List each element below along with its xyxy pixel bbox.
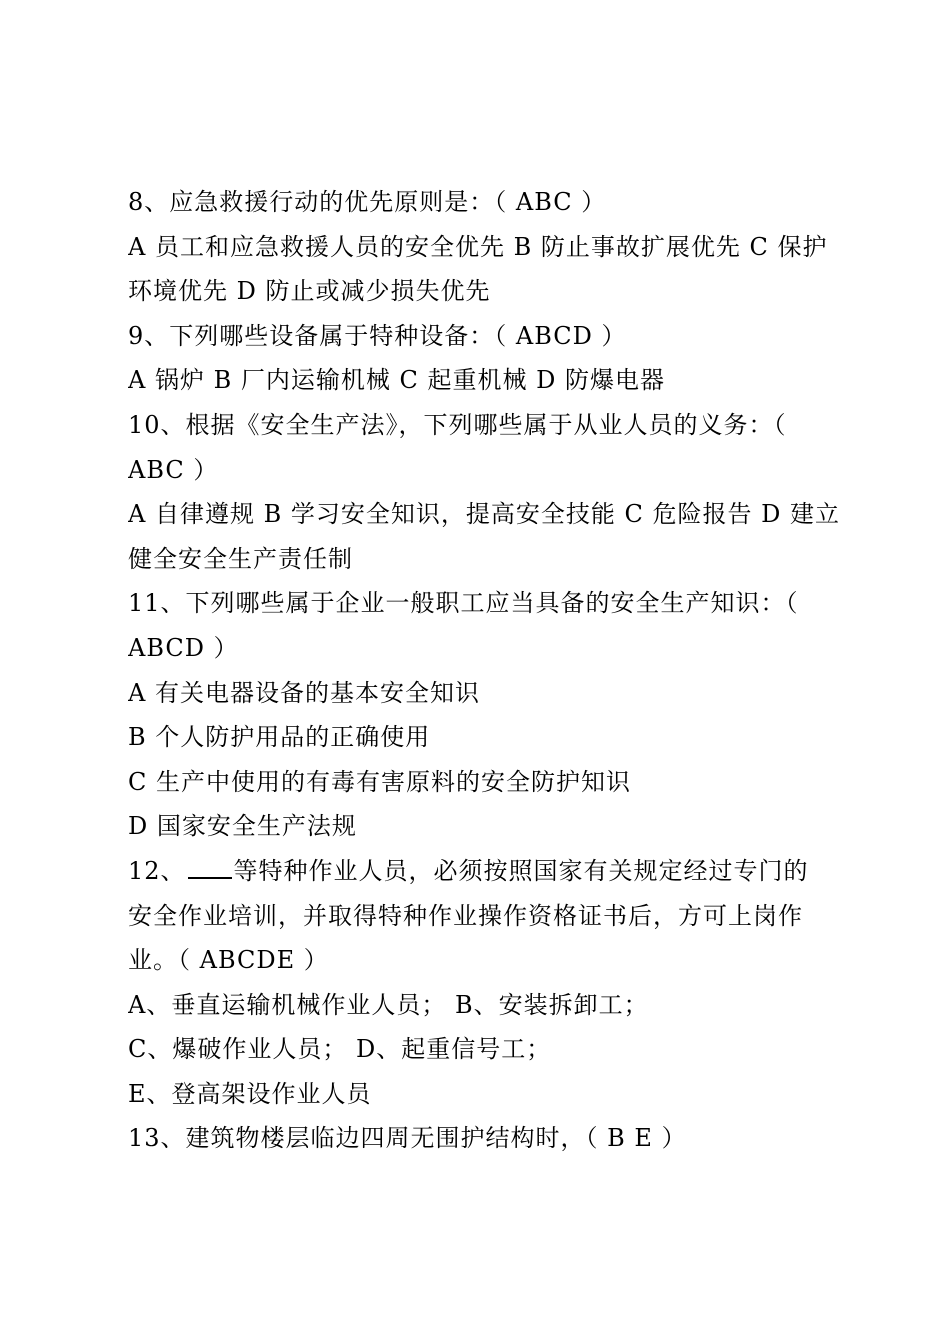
q12-options-line-1: A、垂直运输机械作业人员； B、安装拆卸工； <box>128 990 649 1019</box>
q12-options-line-3: E、登高架设作业人员 <box>128 1079 372 1108</box>
q12-title-line-1 <box>128 849 840 894</box>
q11-option-c: C 生产中使用的有毒有害原料的安全防护知识 <box>128 767 631 796</box>
q10-title-line-1: 10、根据《安全生产法》，下列哪些属于从业人员的义务：（ <box>128 410 787 439</box>
q9-options: A 锅炉 B 厂内运输机械 C 起重机械 D 防爆电器 <box>128 366 665 395</box>
q12-options-line-2: C、爆破作业人员； D、起重信号工； <box>128 1035 552 1064</box>
q11-option-a: A 有关电器设备的基本安全知识 <box>128 678 480 707</box>
q10-options-line-2: 健全安全生产责任制 <box>128 544 353 573</box>
question-text-block <box>128 180 840 1161</box>
q11-title-line-2: ABCD ） <box>128 633 239 662</box>
q11-option-b: B 个人防护用品的正确使用 <box>128 723 431 752</box>
q8-options-line-2: 环境优先 D 防止或减少损失优先 <box>128 277 491 306</box>
q12-number: 12、 <box>128 856 186 885</box>
q10-title-line-2: ABC ） <box>128 455 219 484</box>
q8-options-line-1: A 员工和应急救援人员的安全优先 B 防止事故扩展优先 C 保护 <box>128 232 828 261</box>
q13-title: 13、建筑物楼层临边四周无围护结构时，（ B E ） <box>128 1124 687 1153</box>
q12-title-line-2: 安全作业培训，并取得特种作业操作资格证书后，方可上岗作 <box>128 901 803 930</box>
q8-title: 8、应急救援行动的优先原则是：（ ABC ） <box>128 188 607 216</box>
q12-title-line-3: 业。（ ABCDE ） <box>128 946 329 975</box>
fill-in-blank <box>188 853 232 879</box>
q10-options-line-1: A 自律遵规 B 学习安全知识，提高安全技能 C 危险报告 D 建立 <box>128 500 840 529</box>
q11-option-d: D 国家安全生产法规 <box>128 812 357 841</box>
q9-title: 9、下列哪些设备属于特种设备：（ ABCD ） <box>128 321 627 350</box>
q11-title-line-1: 11、下列哪些属于企业一般职工应当具备的安全生产知识：（ <box>128 589 799 618</box>
q12-title-rest: 等特种作业人员，必须按照国家有关规定经过专门的 <box>233 856 809 885</box>
